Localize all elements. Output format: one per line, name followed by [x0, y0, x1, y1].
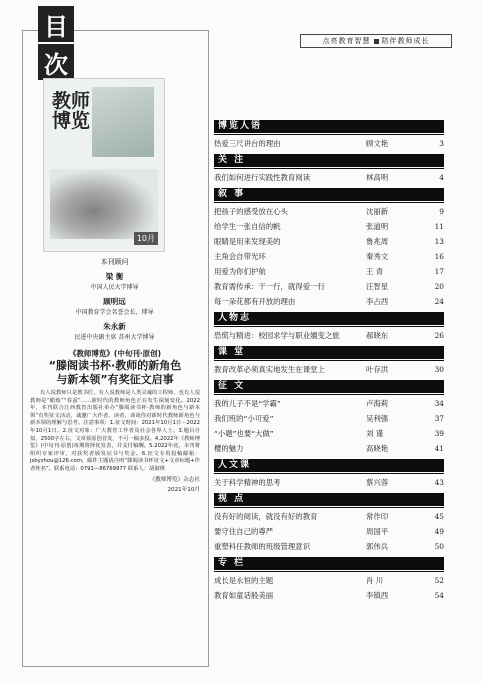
toc-entry-page: 17	[434, 267, 444, 276]
toc-entry-title: 重塑科任教师的班级管理意识	[214, 542, 311, 551]
notice-journal: 《教师博览》(中旬刊·原创)	[68, 349, 162, 358]
toc-gap	[214, 603, 444, 606]
toc-entry-author: 鲁兆周	[366, 237, 389, 246]
toc-section-header: 博览人语	[214, 120, 444, 133]
toc-entry[interactable]	[214, 362, 444, 377]
header-slogan	[300, 34, 452, 48]
toc-entry-author: 高晓艳	[366, 444, 389, 453]
toc-section-header: 视 点	[214, 493, 444, 506]
toc-entry-page: 30	[434, 365, 444, 374]
toc-entry-author: 刘 谨	[366, 429, 384, 438]
toc-entry[interactable]	[214, 294, 444, 309]
toc-entry[interactable]	[214, 204, 444, 219]
toc-entry-title: 要守住自己的尊严	[214, 527, 274, 536]
header-square-icon	[374, 39, 379, 44]
mulu-char-1: 目	[38, 6, 74, 42]
toc-entry-title: 我们如何进行实践性教育阅读	[214, 173, 311, 182]
advisor-desc: 中国人民大学博导	[90, 284, 139, 291]
toc-entry-page: 11	[434, 222, 444, 231]
toc-entry[interactable]	[214, 509, 444, 524]
toc-entry[interactable]	[214, 588, 444, 603]
toc-entry-page: 13	[434, 237, 444, 246]
header-right-text: 陪伴教师成长	[381, 37, 430, 45]
toc-entry-title: 樱的魅力	[214, 444, 244, 453]
toc-entry-title: 没有好的阅读，就没有好的教育	[214, 512, 318, 521]
toc-entry-author: 常作印	[366, 512, 389, 521]
toc-entry-title: 成长是永恒的主题	[214, 576, 274, 585]
toc-entry-page: 50	[434, 542, 444, 551]
toc-entry-title: 给学生一张自信的帆	[214, 222, 281, 231]
toc-entry-author: 李占西	[366, 297, 389, 306]
toc-entry-author: 郝晓东	[366, 331, 389, 340]
toc-section-header: 课 堂	[214, 346, 444, 359]
toc-entry-author: 叶存洪	[366, 365, 389, 374]
toc-entry-page: 41	[434, 444, 444, 453]
toc-entry-page: 34	[434, 399, 444, 408]
toc-entry-author: 李镇西	[366, 591, 389, 600]
toc-entry[interactable]	[214, 539, 444, 554]
toc-entry[interactable]	[214, 219, 444, 234]
toc-section-header: 人文课	[214, 459, 444, 472]
toc-entry[interactable]	[214, 234, 444, 249]
toc-entry[interactable]	[214, 279, 444, 294]
advisor-desc: 民进中央副主席 苏州大学博导	[74, 334, 155, 341]
toc-entry-title: 主角会自带光环	[214, 252, 266, 261]
toc-entry-page: 49	[434, 527, 444, 536]
cover-issue: 10月	[134, 232, 158, 245]
notice-headline-2: 与新本领”有奖征文启事	[56, 373, 174, 386]
toc-entry-page: 9	[439, 207, 444, 216]
toc-entry-title: 热爱三尺讲台的理由	[214, 139, 281, 148]
toc-entry-title: 眼睛是用来发现美的	[214, 237, 281, 246]
toc-entry-page: 37	[434, 414, 444, 423]
toc-entry-page: 43	[434, 478, 444, 487]
toc-entry-author: 肖 川	[366, 576, 384, 585]
toc-entry[interactable]	[214, 411, 444, 426]
toc-entry-page: 52	[434, 576, 444, 585]
toc-entry-title: 我的儿子不是“学霸”	[214, 399, 281, 408]
toc-entry-title: 教育如童话般美丽	[214, 591, 274, 600]
cover-title: 教师博览	[52, 90, 91, 132]
cover-art	[92, 87, 154, 157]
advisor-desc: 中国教育学会名誉会长、博导	[75, 309, 154, 316]
toc-section-header: 专 栏	[214, 557, 444, 570]
toc-section-header: 叙 事	[214, 188, 444, 201]
advisors	[22, 257, 207, 346]
toc-entry-title: 我们班的“小可爱”	[214, 414, 274, 423]
notice-body: 有人说教师只是教书匠，有人说教师是人类灵魂的工程师，也有人说教师是“蜡烛”“春蚕”……新时代的教师角色正在发生深刻变化。2022年，本刊联合江西教育出版社举办“滕阁读书杯·教师的新角色与新本领”有奖征文活动，诚邀广大作者、读者，谈谈你对新时代教师新角色与新本领的理解与思考。注意事项：1.征文时间：2021年10月1日－2022年10月1日。2.征文对象：广大教育工作者及社会各界人士。3.题目自拟，2500字左右，文章须原创首发，不可一稿多投。4.2022年《教师博览》(中旬刊·原创)每期将择优发表，并支付稿酬。5.2022年底，本刊将组织专家评审，对获奖者颁发证书与奖金。6.征文专用投稿邮箱：jsbyzhou@126.com，邮件主题请注明“滕阁读书杯征文+文章标题+作者姓名”。联系电话：0791—86769977 联系人：胡淑瑛	[30, 390, 200, 472]
toc-entry-page: 54	[434, 591, 444, 600]
table-of-contents	[214, 120, 444, 606]
toc-section-header: 征 文	[214, 380, 444, 393]
mulu-char-2: 次	[38, 44, 74, 80]
toc-entry-author: 顾文艳	[366, 139, 389, 148]
toc-entry[interactable]	[214, 573, 444, 588]
notice-headline-1: “滕阁读书杯·教师的新角色	[48, 359, 182, 372]
advisors-label: 本刊顾问	[100, 258, 129, 266]
toc-entry-title: 关于科学精神的思考	[214, 478, 281, 487]
toc-entry-author: 周国平	[366, 527, 389, 536]
toc-entry[interactable]	[214, 249, 444, 264]
toc-entry-page: 4	[439, 173, 444, 182]
toc-section-header: 人物志	[214, 312, 444, 325]
toc-entry-page: 24	[434, 297, 444, 306]
advisor-name: 顾明远	[103, 297, 126, 306]
header-left-text: 点亮教育智慧	[322, 37, 371, 45]
notice-sign-1: 《教师博览》杂志社	[149, 476, 200, 483]
toc-entry-title: 教育改革必须真实地发生在课堂上	[214, 365, 325, 374]
toc-entry-title: 教育需传承：干一行，就得爱一行	[214, 282, 325, 291]
toc-entry-author: 沈丽新	[366, 207, 389, 216]
toc-entry-page: 26	[434, 331, 444, 340]
notice-sign-2: 2021年10月	[167, 486, 200, 493]
advisor-name: 梁 衡	[105, 272, 124, 281]
toc-entry[interactable]	[214, 524, 444, 539]
toc-entry-page: 45	[434, 512, 444, 521]
toc-entry-title: 用爱为你们护航	[214, 267, 266, 276]
cover-ink-painting	[50, 169, 158, 239]
toc-entry-author: 王 青	[366, 267, 384, 276]
toc-entry-author: 郭伟兵	[366, 542, 389, 551]
toc-entry-page: 3	[439, 139, 444, 148]
toc-entry-author: 秦秀文	[366, 252, 389, 261]
toc-entry-title: 每一朵花都有开放的理由	[214, 297, 296, 306]
toc-entry-title: 把孩子的感受放在心头	[214, 207, 288, 216]
magazine-cover	[43, 78, 165, 252]
essay-notice	[30, 348, 200, 494]
toc-entry-author: 蔡兴蓉	[366, 478, 389, 487]
toc-entry-author: 吴利强	[366, 414, 389, 423]
toc-entry-page: 39	[434, 429, 444, 438]
toc-entry[interactable]	[214, 170, 444, 185]
toc-entry-author: 张道明	[366, 222, 389, 231]
toc-entry-page: 16	[434, 252, 444, 261]
toc-entry-title: “小题”也要“大做”	[214, 429, 274, 438]
toc-entry-title: 恐慌与精进：校园求学与职业嬗变之旅	[214, 331, 340, 340]
toc-entry[interactable]	[214, 328, 444, 343]
toc-section-header: 关 注	[214, 154, 444, 167]
toc-entry[interactable]	[214, 264, 444, 279]
toc-entry-page: 20	[434, 282, 444, 291]
toc-entry-author: 汪智星	[366, 282, 389, 291]
toc-entry[interactable]	[214, 475, 444, 490]
advisor-name: 朱永新	[103, 322, 126, 331]
toc-entry[interactable]	[214, 396, 444, 411]
toc-entry[interactable]	[214, 426, 444, 441]
toc-entry[interactable]	[214, 136, 444, 151]
toc-entry-author: 林高明	[366, 173, 389, 182]
toc-entry-author: 卢海莉	[366, 399, 389, 408]
toc-entry[interactable]	[214, 441, 444, 456]
